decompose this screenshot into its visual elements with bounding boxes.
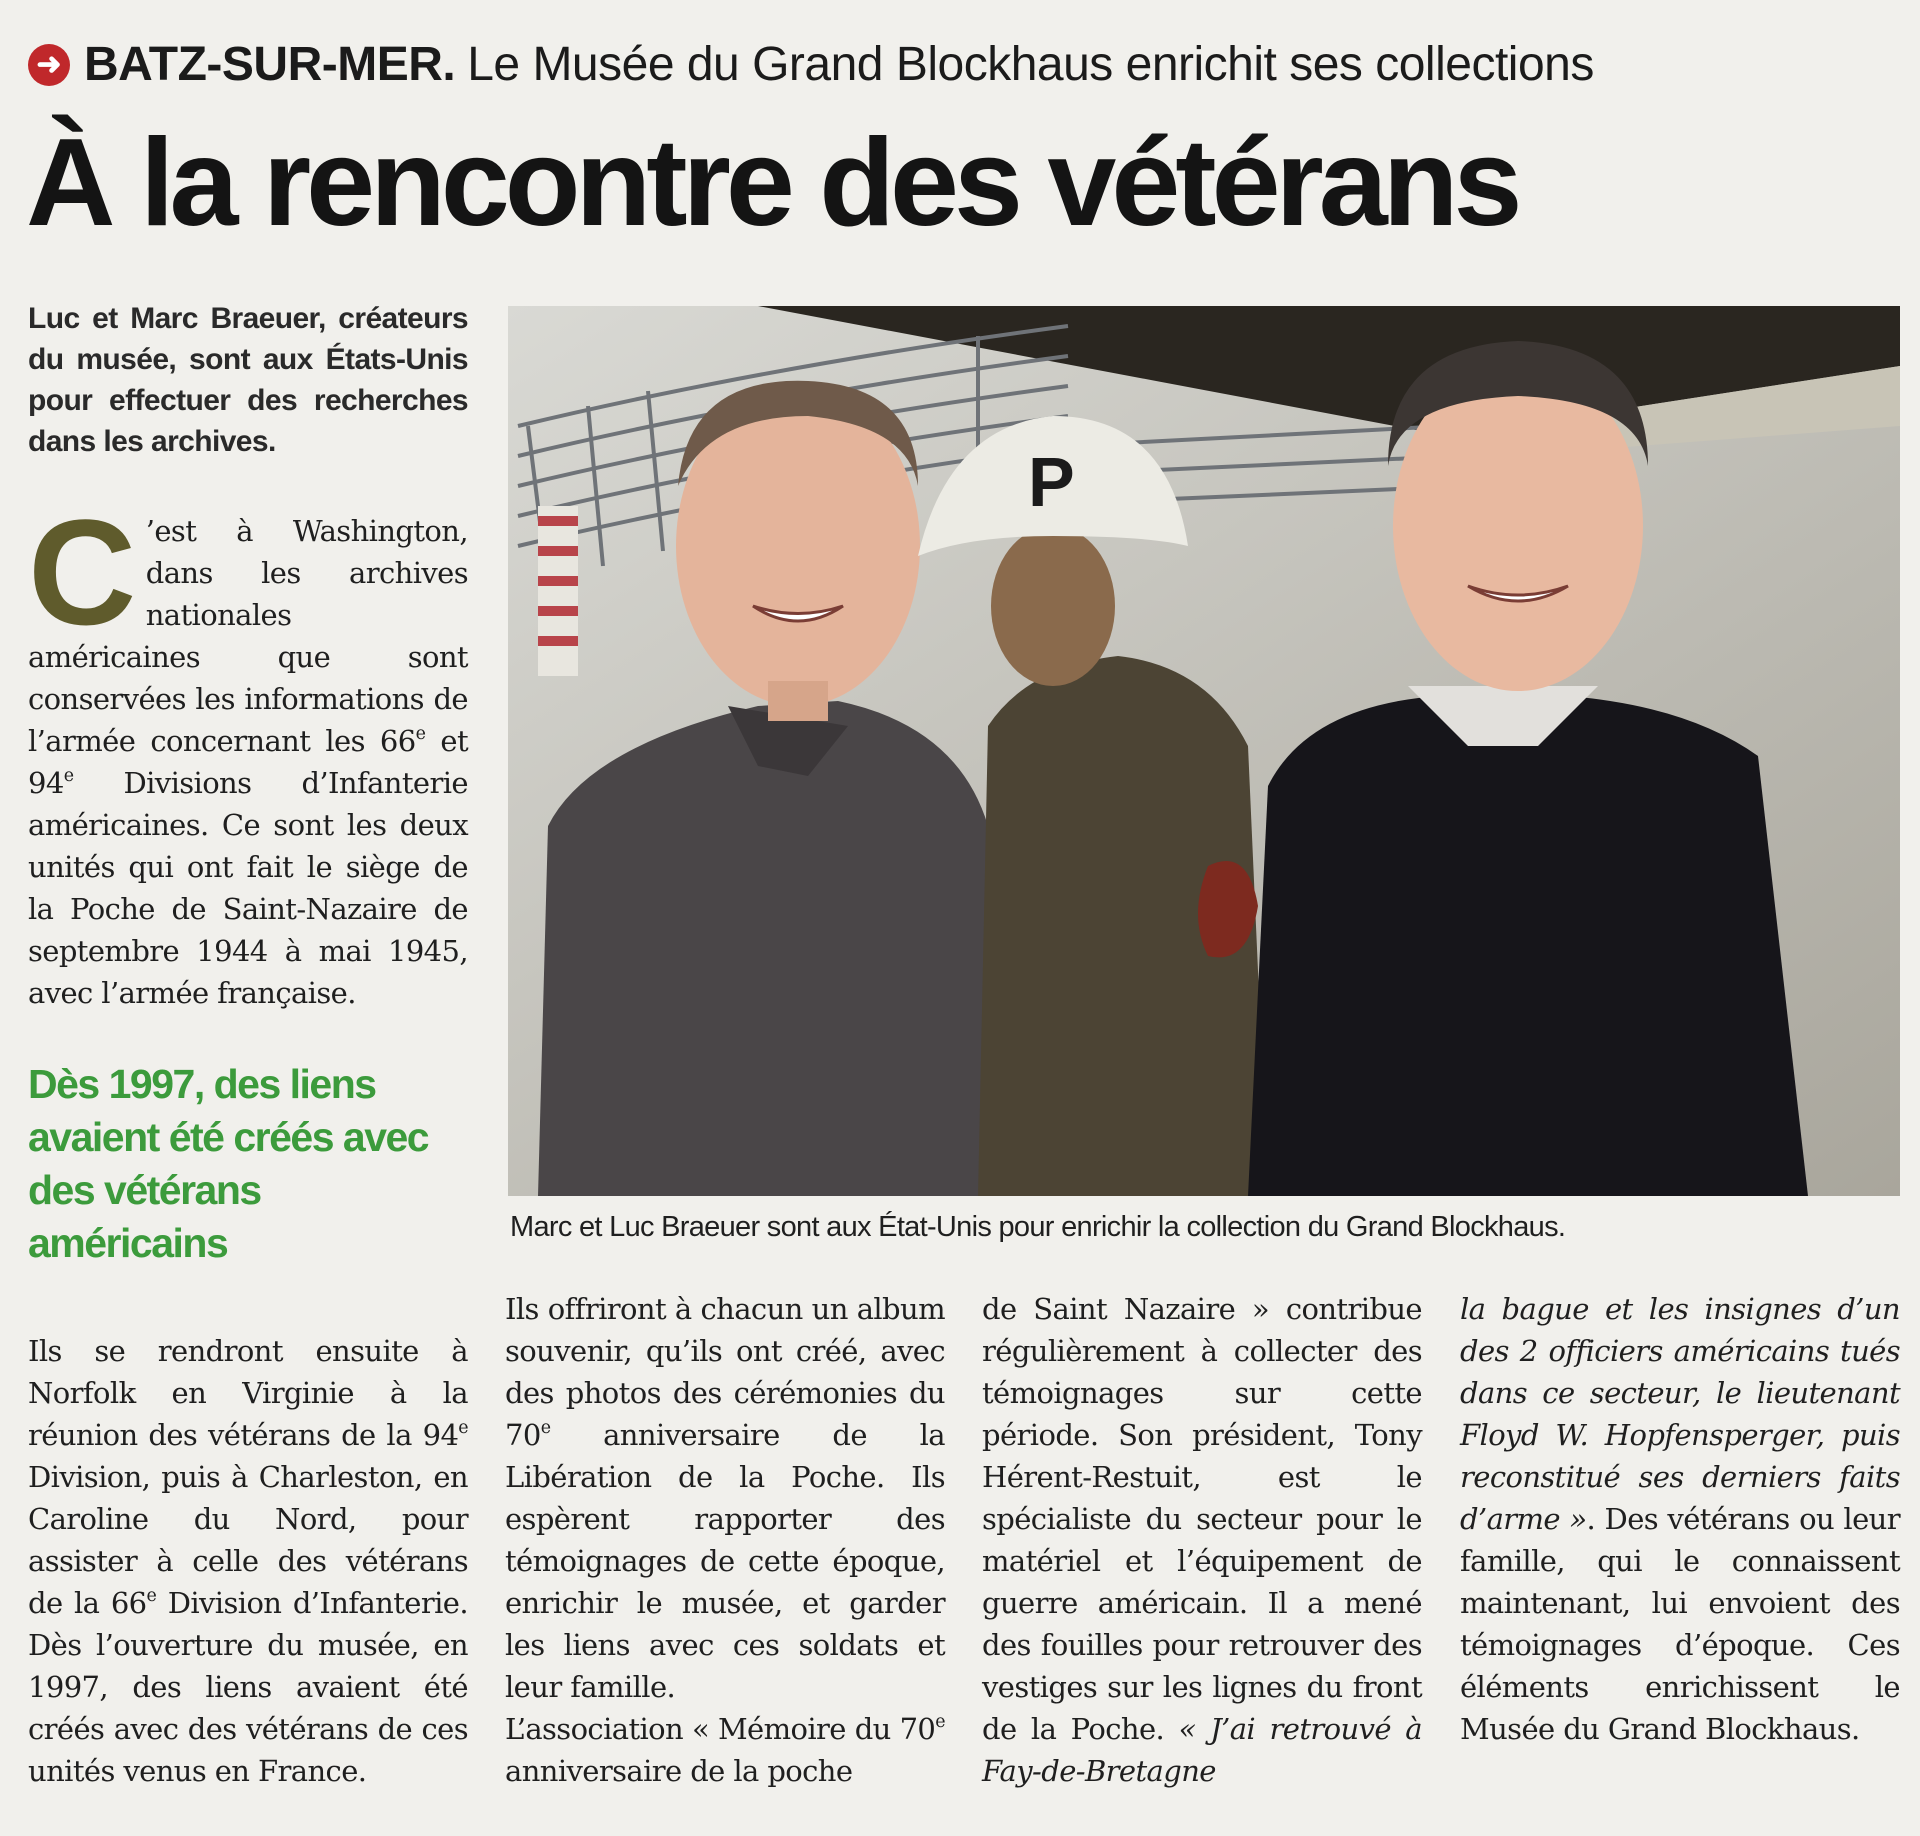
- text-run: Ils offriront à chacun un album souvenir, qu’ils ont créé, avec des photos des cérémonies du 70: [505, 1292, 945, 1452]
- headline: À la rencontre des vétérans: [26, 114, 1518, 252]
- text-run: L’association « Mémoire du 70: [505, 1712, 936, 1746]
- text-run: . Des vétérans ou leur famille, qui le connaissent maintenant, lui envoient des témoignages d’époque. Ces éléments enrichissent le Musée du Grand Blockhaus.: [1460, 1502, 1900, 1746]
- column-1: [28, 1330, 468, 1792]
- arrow-right-circle-icon: ➜: [28, 44, 70, 86]
- text-run: anniversaire de la Libération de la Poche. Ils espèrent rapporter des témoignages de cette époque, enrichir le musée, et garder les liens avec ces soldats et leur famille.: [505, 1418, 945, 1704]
- subheading: Dès 1997, des liens avaient été créés avec des vétérans américains: [28, 1061, 429, 1266]
- lead-paragraph: Luc et Marc Braeuer, créateurs du musée, sont aux États-Unis pour effectuer des recherches dans les archives.: [28, 302, 468, 458]
- ordinal-sup: e: [63, 765, 74, 786]
- kicker: [28, 30, 1908, 100]
- drop-cap: C: [28, 488, 136, 656]
- ordinal-sup: e: [458, 1417, 468, 1438]
- ordinal-sup: e: [935, 1711, 945, 1732]
- photo-caption: Marc et Luc Braeuer sont aux État-Unis pour enrichir la collection du Grand Blockhaus.: [510, 1211, 1566, 1243]
- column-paragraph: [28, 1330, 468, 1792]
- column-4: [1460, 1288, 1900, 1750]
- photo-illustration: [508, 306, 1900, 1196]
- intro-paragraph: [28, 488, 469, 1014]
- column-paragraph: [1460, 1288, 1900, 1750]
- intro-text: ’est à Washington, dans les archives nationales américaines que sont conservées les informations de l’armée concernant les 66: [28, 514, 468, 758]
- column-paragraph: [505, 1288, 945, 1708]
- ordinal-sup: e: [146, 1585, 157, 1606]
- column-paragraph: [982, 1288, 1422, 1792]
- kicker-text: Le Musée du Grand Blockhaus enrichit ses collections: [467, 38, 1594, 91]
- quote-run: la bague et les insignes d’un des 2 officiers américains tués dans ce secteur, le lieutenant Floyd W. Hopfensperger, puis reconstitué ses derniers faits d’arme »: [1460, 1292, 1900, 1536]
- ordinal-sup: e: [415, 723, 426, 744]
- intro-end: Divisions d’Infanterie américaines. Ce sont les deux unités qui ont fait le siège de la Poche de Saint-Nazaire de septembre 1944 à mai 1945, avec l’armée française.: [28, 766, 468, 1010]
- text-run: de Saint Nazaire » contribue régulièrement à collecter des témoignages sur cette période. Son président, Tony Hérent-Restuit, est le spécialiste du secteur pour le matériel et l’équipement de guerre américain. Il a mené des fouilles pour retrouver des vestiges sur les lignes du front de la Poche.: [982, 1292, 1422, 1746]
- column-3: [982, 1288, 1422, 1792]
- text-run: anniversaire de la poche: [505, 1754, 853, 1788]
- text-run: Division d’Infanterie. Dès l’ouverture du musée, en 1997, des liens avaient été créés avec des vétérans de ces unités venus en France.: [28, 1586, 468, 1788]
- column-2: [505, 1288, 945, 1792]
- column-paragraph: [505, 1708, 945, 1792]
- quote-run: « J’ai retrouvé à Fay-de-Bretagne: [982, 1712, 1422, 1788]
- article-photo: [508, 306, 1900, 1196]
- text-run: Division, puis à Charleston, en Caroline du Nord, pour assister à celle des vétérans de la 66: [28, 1460, 468, 1620]
- helmet-letter: P: [1028, 443, 1075, 521]
- intro-mid: et 94: [28, 724, 469, 800]
- text-run: Ils se rendront ensuite à Norfolk en Virginie à la réunion des vétérans de la 94: [28, 1334, 468, 1452]
- kicker-place: BATZ-SUR-MER.: [84, 38, 456, 91]
- ordinal-sup: e: [540, 1417, 551, 1438]
